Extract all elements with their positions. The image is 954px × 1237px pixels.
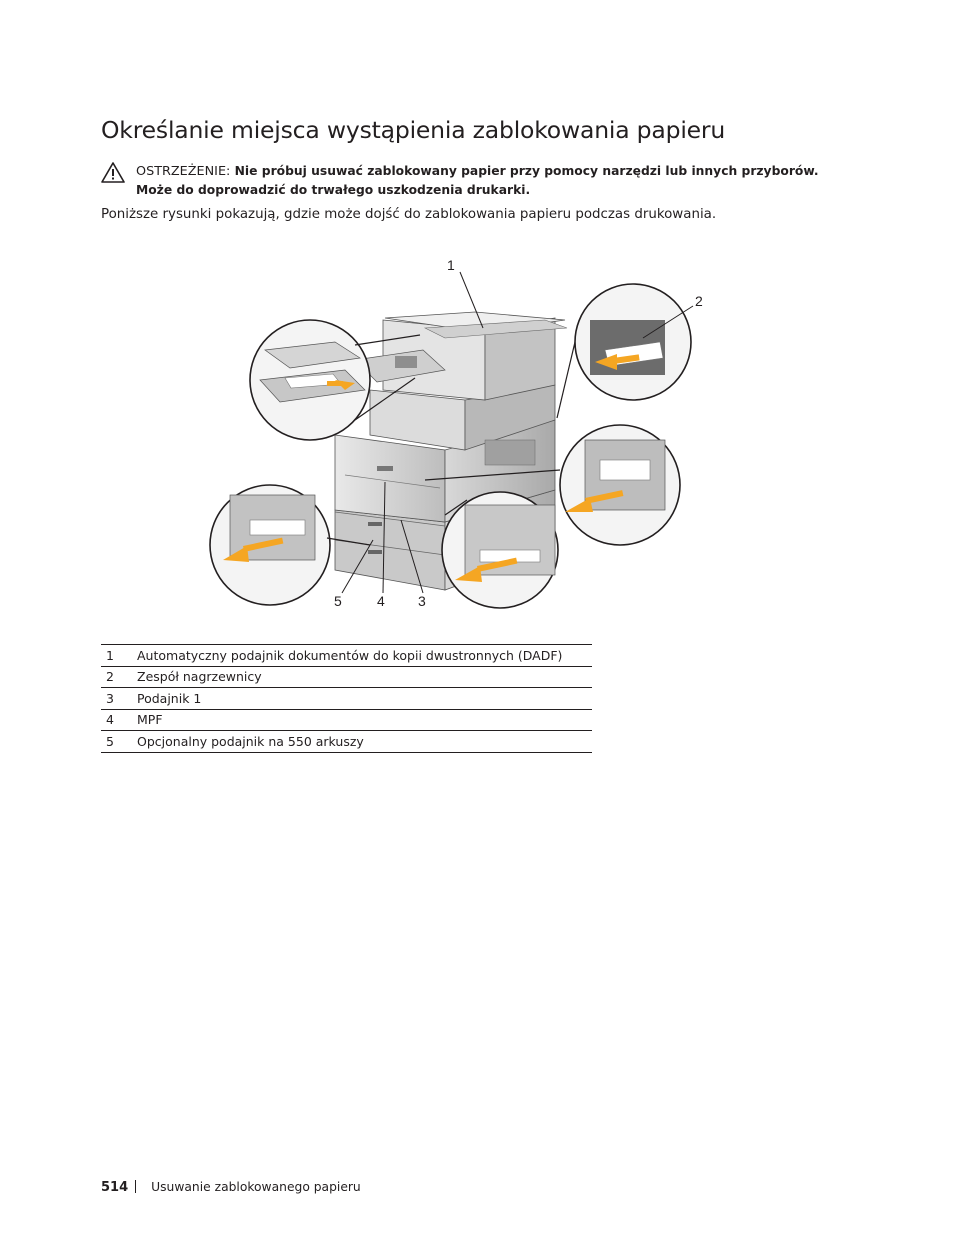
- legend-table: [101, 644, 592, 753]
- table-row: [101, 666, 592, 688]
- printer-illustration: [205, 250, 715, 620]
- callout-1: 1: [447, 257, 455, 273]
- legend-label: Zespół nagrzewnicy: [137, 666, 592, 688]
- legend-number: 3: [101, 688, 137, 710]
- callout-4: 4: [377, 593, 385, 609]
- legend-number: 5: [101, 731, 137, 753]
- callout-3: 3: [418, 593, 426, 609]
- legend-number: 2: [101, 666, 137, 688]
- inset-tray1: [442, 492, 558, 608]
- table-row: [101, 709, 592, 731]
- legend-number: 1: [101, 645, 137, 667]
- legend-number: 4: [101, 709, 137, 731]
- warning-triangle-icon: [101, 162, 125, 183]
- table-row: [101, 731, 592, 753]
- page-title: Określanie miejsca wystąpienia zablokowania papieru: [101, 116, 726, 144]
- page-footer: [101, 1179, 361, 1195]
- legend-label: Opcjonalny podajnik na 550 arkuszy: [137, 731, 592, 753]
- page-number: 514: [101, 1180, 129, 1195]
- printer-jam-locations-figure: [205, 250, 715, 620]
- legend-label: Podajnik 1: [137, 688, 592, 710]
- legend-label: MPF: [137, 709, 592, 731]
- legend-label: Automatyczny podajnik dokumentów do kopii dwustronnych (DADF): [137, 645, 592, 667]
- intro-paragraph: Poniższe rysunki pokazują, gdzie może dojść do zablokowania papieru podczas drukowania.: [101, 207, 717, 222]
- warning-text: Nie próbuj usuwać zablokowany papier przy pomocy narzędzi lub innych przyborów. Może do doprowadzić do trwałego uszkodzenia drukarki.: [136, 164, 819, 197]
- table-row: [101, 688, 592, 710]
- warning-label: OSTRZEŻENIE:: [136, 164, 231, 179]
- footer-section-title: Usuwanie zablokowanego papieru: [151, 1180, 361, 1194]
- callout-2: 2: [695, 293, 703, 309]
- table-row: [101, 645, 592, 667]
- footer-separator: [135, 1180, 136, 1193]
- inset-fuser: [557, 284, 691, 418]
- callout-5: 5: [334, 593, 342, 609]
